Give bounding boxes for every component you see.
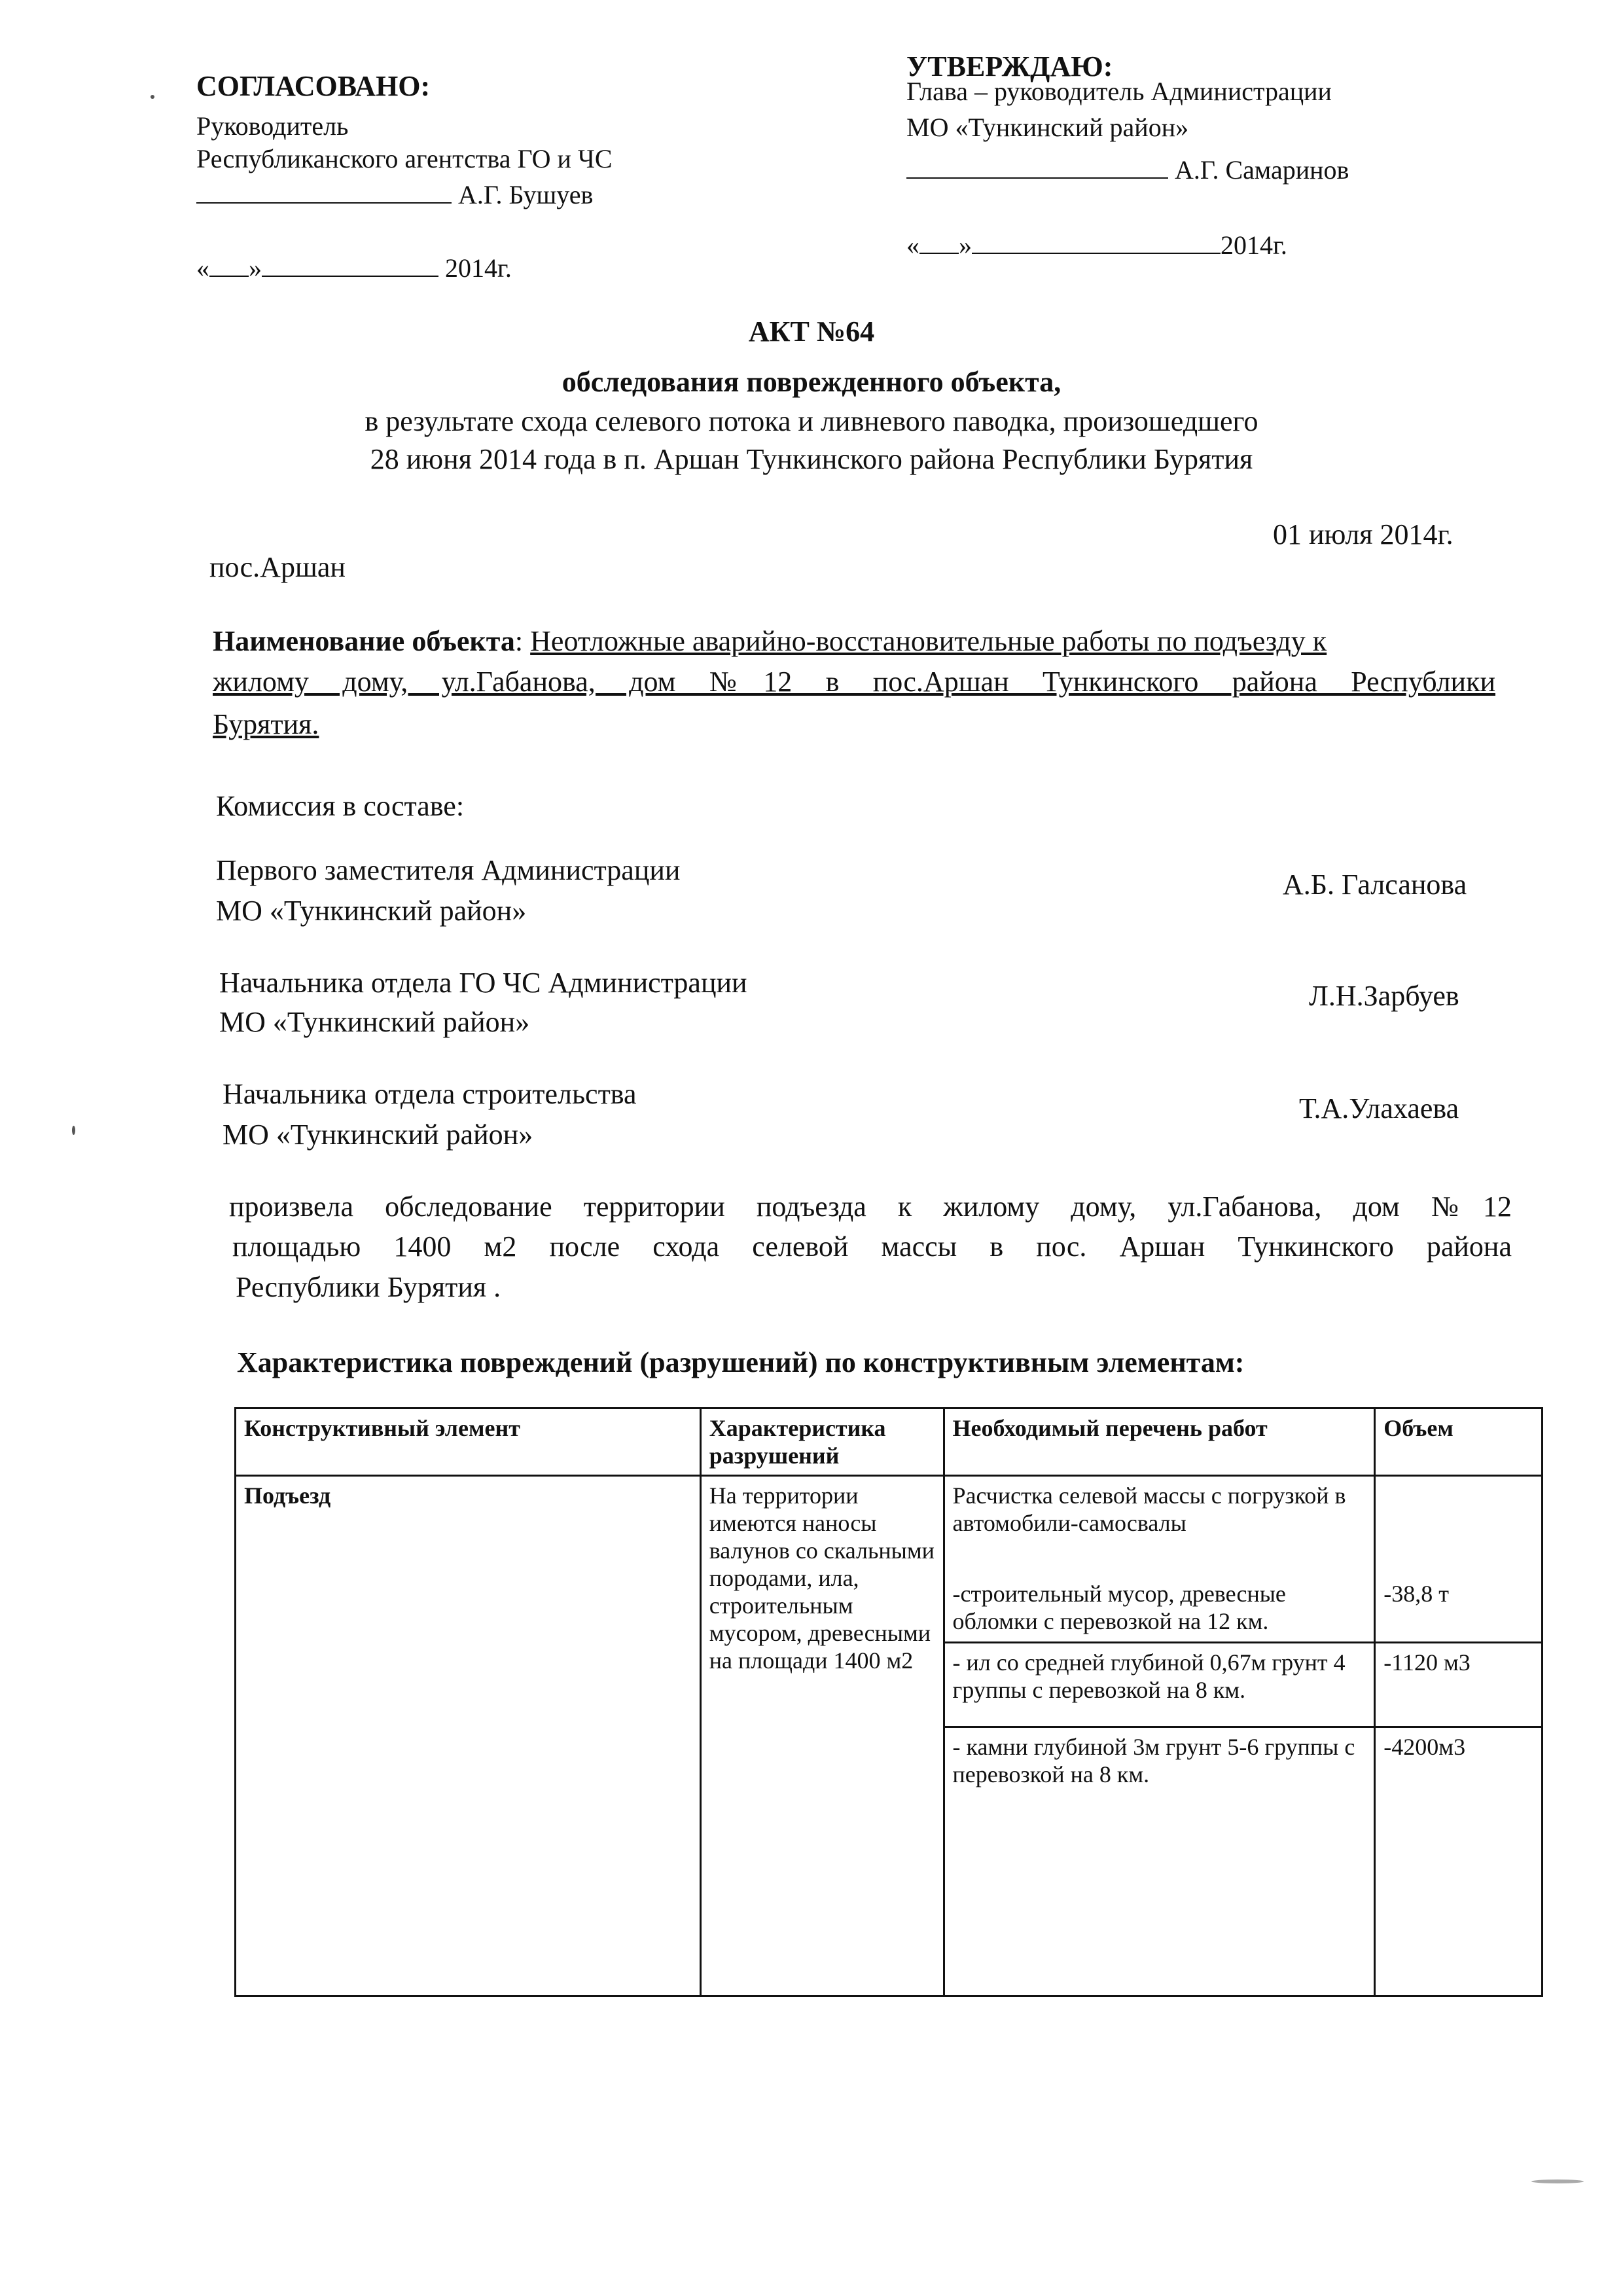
member-role: Начальника отдела ГО ЧС Администрации [219,967,747,999]
signature-line [906,154,1168,179]
survey-line3: Республики Бурятия . [236,1271,501,1303]
col-header-volume: Объем [1375,1408,1543,1476]
date-open-quote: « [906,230,919,260]
approved-line2: Республиканского агентства ГО и ЧС [196,144,613,173]
volume-spacer [1376,1477,1541,1560]
volume-value: -1120 м3 [1376,1643,1541,1728]
work-item: - камни глубиной 3м грунт 5-6 группы с перевозкой на 8 км. [952,1734,1355,1787]
act-date: 01 июля 2014г. [1273,518,1454,550]
damage-description-cell: На территории имеются наносы валунов со скальными породами, ила, строительным мусором, древесными на площади 1400 м2 [700,1476,944,1996]
confirm-line2: МО «Тункинский район» [906,113,1189,142]
scan-speck [1531,2179,1584,2183]
damage-heading: Характеристика повреждений (разрушений) по конструктивным элементам: [237,1346,1245,1378]
month-line [262,252,438,277]
confirm-title: УТВЕРЖДАЮ: [906,50,1113,82]
col-header-works: Необходимый перечень работ [944,1408,1375,1476]
object-text-3: Бурятия. [213,708,319,740]
act-place: пос.Аршан [209,551,346,583]
works-cell [944,1476,1375,1996]
scan-speck [151,95,154,99]
object-text-2: жилому дому, ул.Габанова, дом №12 в пос.Аршан Тункинского района Республики [213,666,1495,698]
confirm-signature [906,151,1349,190]
work-item: -строительный мусор, древесные обломки с перевозкой на 12 км. [945,1566,1374,1643]
date-close-quote: » [249,253,262,283]
confirm-year: 2014г. [1221,230,1287,260]
member-name: Л.Н.Зарбуев [1309,980,1459,1012]
confirm-date [906,226,1287,265]
member-org: МО «Тункинский район» [223,1119,533,1151]
act-number: АКТ №64 [748,315,875,348]
object-text-1: Неотложные аварийно-восстановительные работы по подъезду к [530,625,1327,657]
month-line [972,229,1221,254]
object-line1 [213,620,1495,662]
confirm-line1: Глава – руководитель Администрации [906,77,1332,106]
object-label: Наименование объекта [213,625,515,657]
element-cell: Подъезд [236,1476,701,1996]
date-close-quote: » [959,230,972,260]
table-header-row [236,1408,1543,1476]
member-name: Т.А.Улахаева [1299,1092,1459,1124]
object-colon: : [514,625,524,657]
survey-line2: площадью 1400 м2 после схода селевой массы в пос. Аршан Тункинского района [232,1230,1512,1263]
volume-value: -38,8 т [1376,1560,1541,1643]
approved-date [196,249,512,288]
work-item: - ил со средней глубиной 0,67м грунт 4 группы с перевозкой на 8 км. [945,1643,1374,1728]
member-org: МО «Тункинский район» [216,895,527,927]
member-org: МО «Тункинский район» [219,1006,530,1038]
table-row [236,1476,1543,1996]
day-line [209,252,249,277]
member-name: А.Б. Галсанова [1283,869,1467,901]
work-title: Расчистка селевой массы с погрузкой в автомобили-самосвалы [952,1482,1346,1536]
member-role: Первого заместителя Администрации [216,854,681,886]
approved-signer-name: А.Г. Бушуев [458,180,594,209]
member-role: Начальника отдела строительства [223,1078,637,1110]
damage-table [234,1407,1543,1997]
volume-value: -4200м3 [1383,1734,1466,1760]
approved-line1: Руководитель [196,111,349,141]
day-line [919,229,959,254]
act-line2: 28 июня 2014 года в п. Аршан Тункинского района Республики Бурятия [370,443,1253,475]
signature-line [196,179,452,204]
commission-intro: Комиссия в составе: [216,790,465,822]
confirm-signer-name: А.Г. Самаринов [1175,155,1349,185]
scan-speck [72,1126,75,1135]
act-line1: в результате схода селевого потока и ливневого паводка, произошедшего [365,405,1258,437]
act-subtitle: обследования поврежденного объекта, [562,366,1061,398]
approved-year: 2014г. [445,253,512,283]
volume-cell [1375,1476,1543,1996]
approved-signature [196,175,593,215]
survey-line1: произвела обследование территории подъезда к жилому дому, ул.Габанова, дом №12 [229,1191,1512,1223]
approved-title: СОГЛАСОВАНО: [196,70,431,102]
date-open-quote: « [196,253,209,283]
col-header-damage: Характеристика разрушений [700,1408,944,1476]
col-header-element: Конструктивный элемент [236,1408,701,1476]
